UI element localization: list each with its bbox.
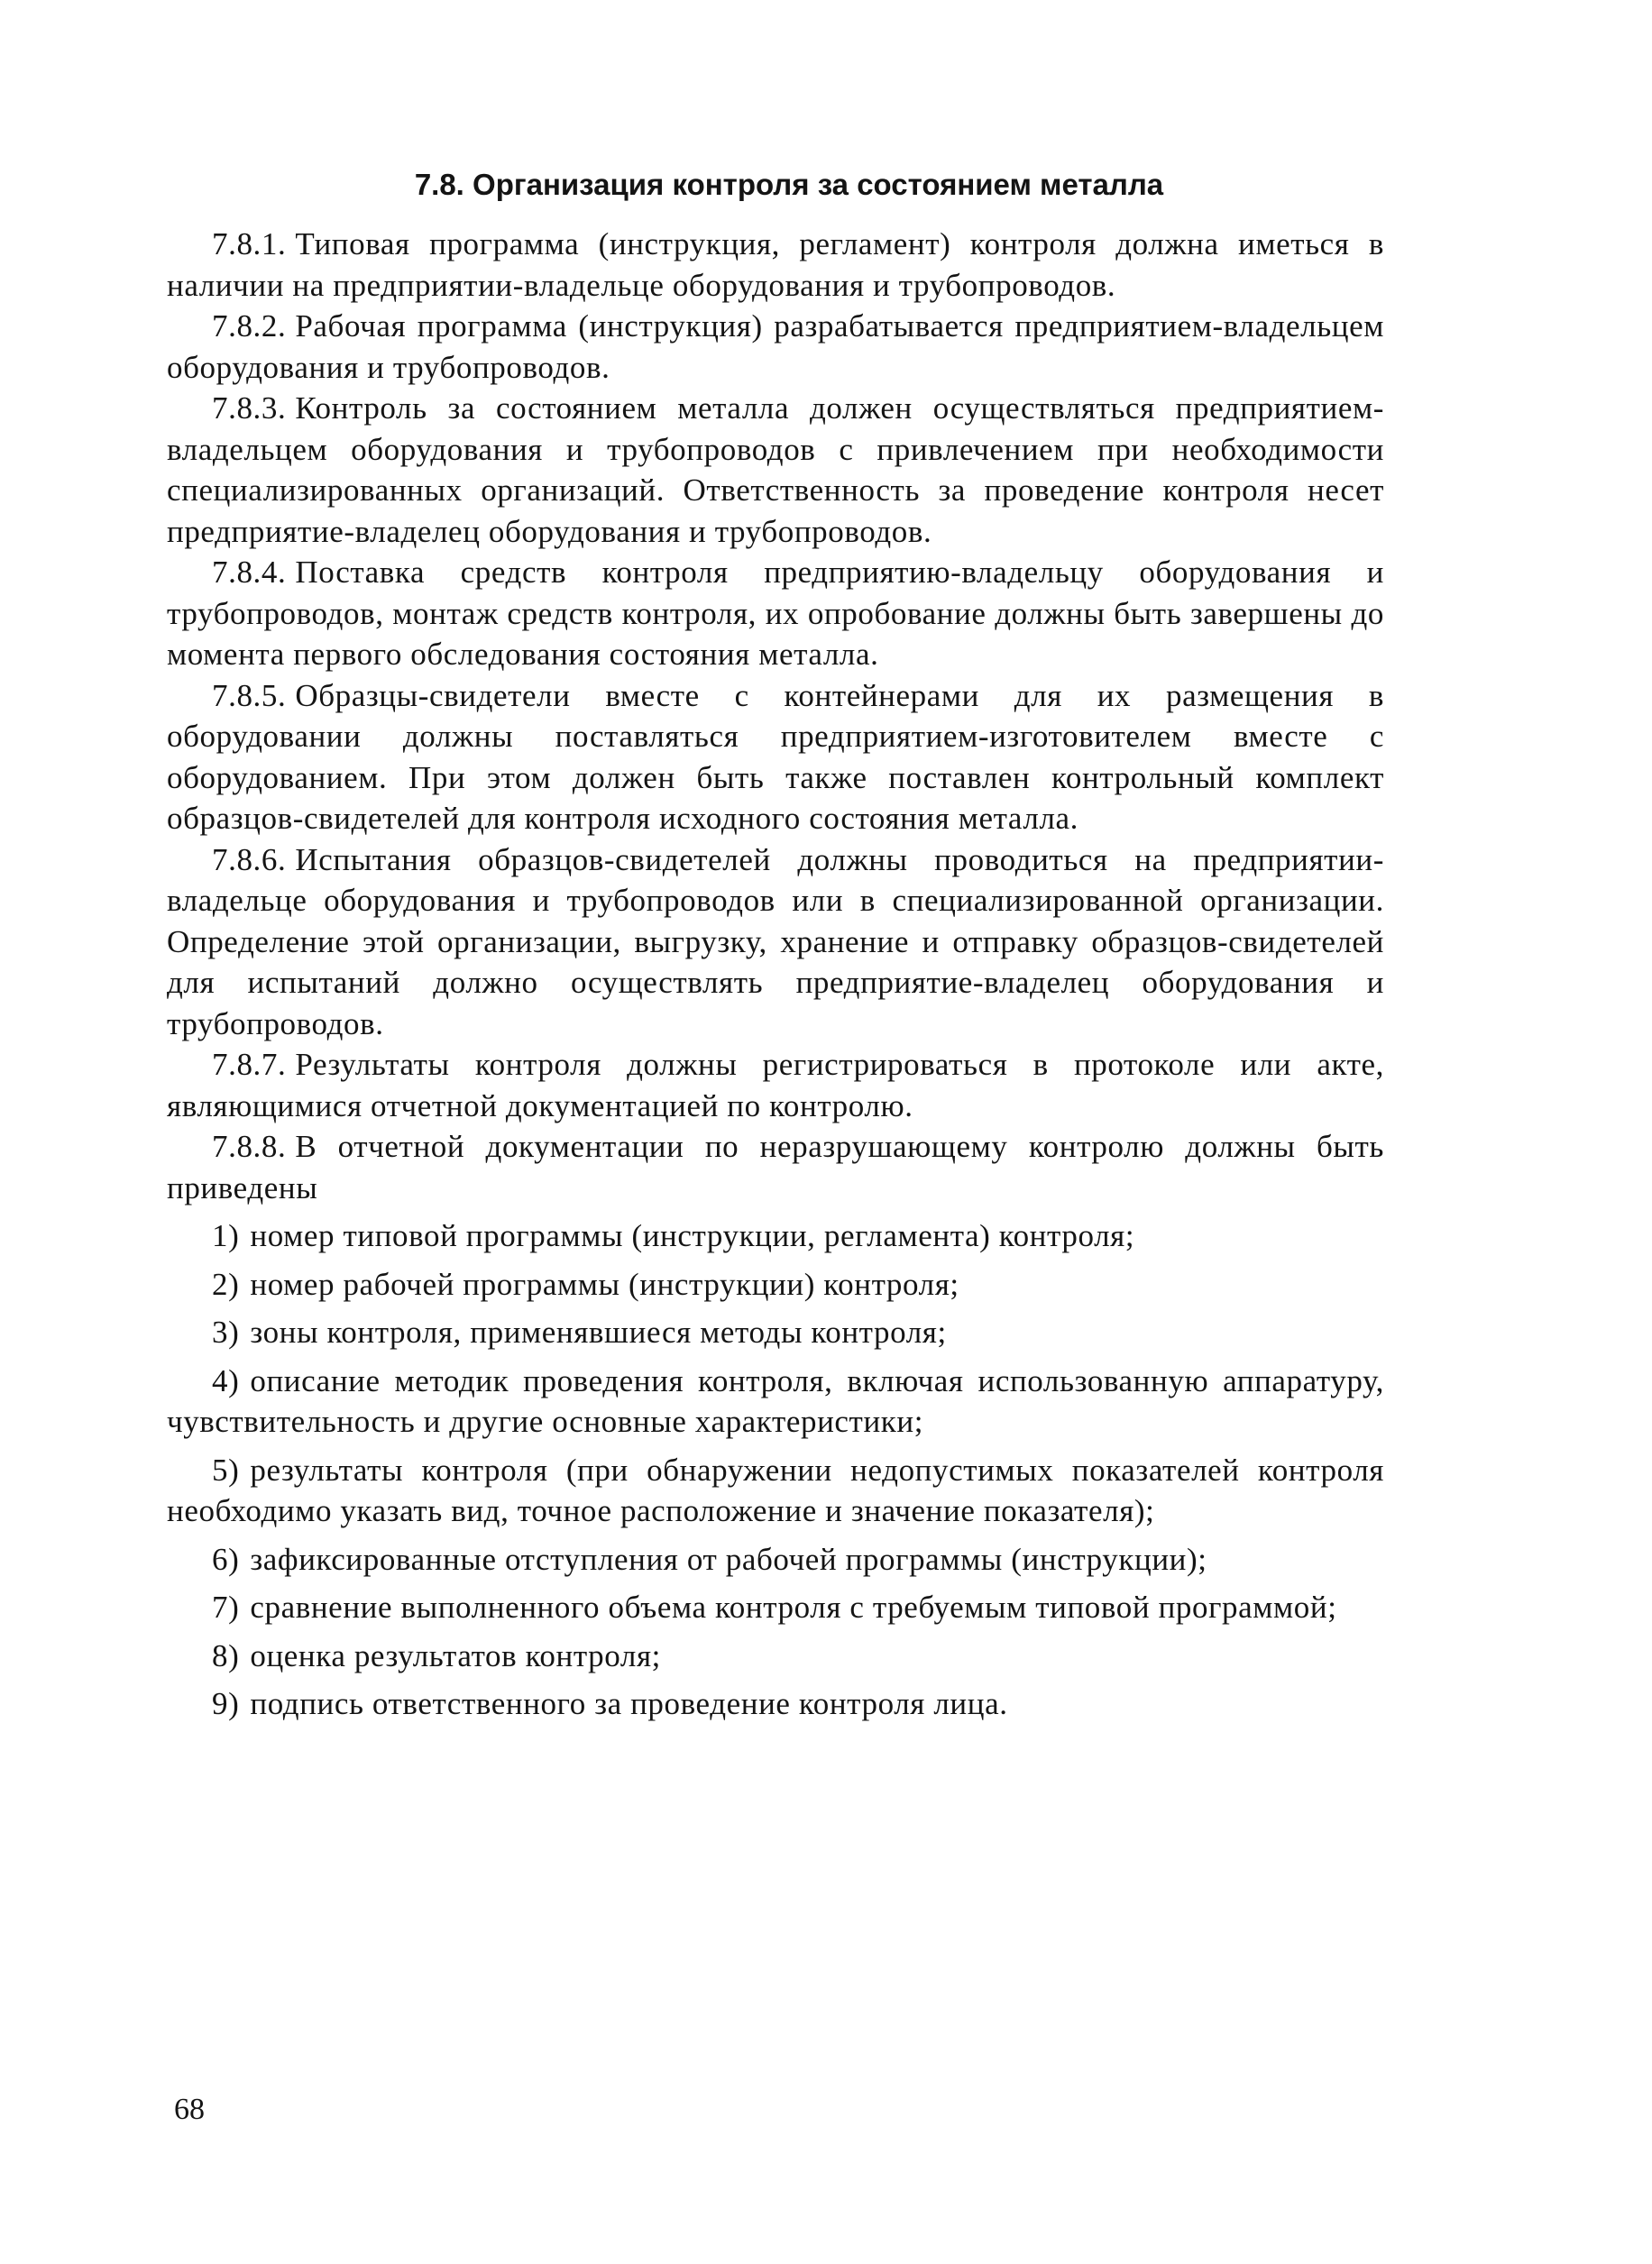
paragraph-number: 7.8.8. [212,1129,287,1164]
section-title: 7.8. Организация контроля за состоянием металла [414,168,1164,201]
list-item [167,1539,1384,1581]
paragraph-number: 7.8.7. [212,1047,287,1082]
paragraph-text: Результаты контроля должны регистрироваться в протоколе или акте, являющимися отчетной документацией по контролю. [167,1047,1384,1123]
list-marker: 5) [212,1452,240,1488]
list-item-text: описание методик проведения контроля, включая использованную аппаратуру, чувствительность и другие основные характеристики; [167,1362,1384,1439]
page-number: 68 [174,2093,205,2126]
paragraph-7-8-1 [167,224,1384,306]
list-marker: 2) [212,1266,240,1302]
paragraph-7-8-6 [167,839,1384,1045]
list-item-text: оценка результатов контроля; [250,1637,661,1673]
list-item [167,1264,1384,1306]
list-item-text: зафиксированные отступления от рабочей программы (инструкции); [250,1541,1207,1577]
list-marker: 7) [212,1590,240,1625]
list-item [167,1636,1384,1677]
paragraph-text: Типовая программа (инструкция, регламент) контроля должна иметься в наличии на предприятии-владельце оборудования и трубопроводов. [167,226,1384,303]
list-marker: 1) [212,1218,240,1253]
paragraph-number: 7.8.5. [212,677,287,713]
paragraph-number: 7.8.6. [212,841,287,877]
list-marker: 8) [212,1637,240,1673]
paragraph-number: 7.8.4. [212,555,287,590]
paragraph-7-8-7 [167,1044,1384,1126]
list-item-text: результаты контроля (при обнаружении недопустимых показателей контроля необходимо указать вид, точное расположение и значение показателя); [167,1452,1384,1528]
paragraph-text: Поставка средств контроля предприятию-владельцу оборудования и трубопроводов, монтаж средств контроля, их опробование должны быть завершены до момента первого обследования состояния металла. [167,555,1384,672]
list-marker: 3) [212,1315,240,1350]
paragraph-7-8-2 [167,306,1384,388]
paragraph-7-8-4 [167,552,1384,675]
paragraph-7-8-5 [167,675,1384,839]
list-item-text: номер рабочей программы (инструкции) контроля; [250,1266,959,1302]
list-item [167,1587,1384,1628]
paragraph-text: Контроль за состоянием металла должен осуществляться предприятием-владельцем оборудования и трубопроводов с привлечением при необходимости специализированных организаций. Ответственность за проведение контроля несет предприятие-владелец оборудования и трубопроводов. [167,390,1384,549]
paragraph-text: В отчетной документации по неразрушающему контролю должны быть приведены [167,1129,1384,1205]
list-item [167,1215,1384,1257]
paragraph-text: Образцы-свидетели вместе с контейнерами для их размещения в оборудовании должны поставляться предприятием-изготовителем вместе с оборудованием. При этом должен быть также поставлен контрольный комплект образцов-свидетелей для контроля исходного состояния металла. [167,677,1384,836]
document-page [167,162,1384,1725]
list-item [167,1450,1384,1532]
paragraph-number: 7.8.3. [212,390,287,426]
list-item [167,1683,1384,1725]
list-marker: 4) [212,1362,240,1398]
list-item [167,1312,1384,1353]
paragraph-7-8-8 [167,1126,1384,1208]
paragraph-text: Испытания образцов-свидетелей должны проводиться на предприятии-владельце оборудования и трубопроводов или в специализированной организации. Определение этой организации, выгрузку, хранение и отправку образцов-свидетелей для испытаний должно осуществлять предприятие-владелец оборудования и трубопроводов. [167,841,1384,1041]
paragraph-number: 7.8.1. [212,226,287,261]
list-item-text: подпись ответственного за проведение контроля лица. [250,1686,1008,1721]
list-marker: 9) [212,1686,240,1721]
list-item-text: зоны контроля, применявшиеся методы контроля; [250,1315,947,1350]
list-item [167,1361,1384,1443]
list-marker: 6) [212,1541,240,1577]
paragraph-number: 7.8.2. [212,308,287,344]
list-item-text: номер типовой программы (инструкции, регламента) контроля; [250,1218,1135,1253]
paragraph-text: Рабочая программа (инструкция) разрабатывается предприятием-владельцем оборудования и трубопроводов. [167,308,1384,385]
paragraph-7-8-3 [167,388,1384,552]
list-item-text: сравнение выполненного объема контроля с требуемым типовой программой; [250,1590,1337,1625]
